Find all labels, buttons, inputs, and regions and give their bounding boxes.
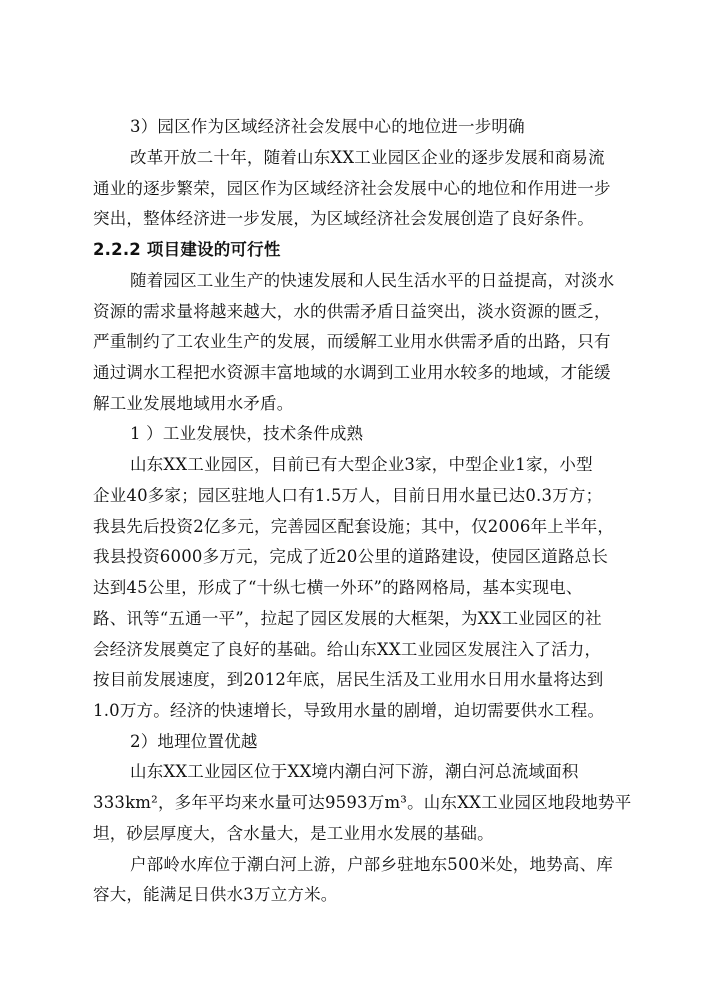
paragraph-line: 333km²，多年平均来水量可达9593万m³。山东XX工业园区地段地势平 bbox=[93, 793, 632, 812]
paragraph-line: 户部岭水库位于潮白河上游，户部乡驻地东500米处，地势高、库 bbox=[130, 855, 613, 874]
paragraph-line: 通业的逐步繁荣，园区作为区域经济社会发展中心的地位和作用进一步 bbox=[93, 179, 611, 198]
paragraph-line: 1.0万方。经济的快速增长，导致用水量的剧增，迫切需要供水工程。 bbox=[93, 701, 605, 720]
paragraph-line: 坦，砂层厚度大，含水量大，是工业用水发展的基础。 bbox=[93, 824, 494, 843]
paragraph-line: 路、讯等“五通一平”，拉起了园区发展的大框架，为XX工业园区的社 bbox=[93, 609, 602, 628]
paragraph-line: 山东XX工业园区位于XX境内潮白河下游，潮白河总流域面积 bbox=[130, 762, 579, 781]
list-item-heading-3: 3）园区作为区域经济社会发展中心的地位进一步明确 bbox=[130, 117, 525, 136]
paragraph-line: 会经济发展奠定了良好的基础。给山东XX工业园区发展注入了活力， bbox=[93, 640, 602, 659]
list-item-heading-2: 2）地理位置优越 bbox=[130, 732, 258, 751]
paragraph-line: 随着园区工业生产的快速发展和人民生活水平的日益提高，对淡水 bbox=[130, 271, 615, 290]
paragraph-line: 我县投资6000多万元，完成了近20公里的道路建设，使园区道路总长 bbox=[93, 547, 609, 566]
paragraph-line: 严重制约了工农业生产的发展，而缓解工业用水供需矛盾的出路，只有 bbox=[93, 332, 611, 351]
paragraph-line: 山东XX工业园区，目前已有大型企业3家，中型企业1家，小型 bbox=[130, 455, 593, 474]
section-heading: 2.2.2 项目建设的可行性 bbox=[93, 240, 281, 259]
list-item-heading-1: 1 ）工业发展快，技术条件成熟 bbox=[130, 424, 364, 443]
paragraph-line: 容大，能满足日供水3万立方米。 bbox=[93, 885, 338, 904]
paragraph-line: 达到45公里，形成了“十纵七横一外环”的路网格局，基本实现电、 bbox=[93, 578, 583, 597]
paragraph-line: 改革开放二十年，随着山东XX工业园区企业的逐步发展和商易流 bbox=[130, 148, 605, 167]
paragraph-line: 资源的需求量将越来越大，水的供需矛盾日益突出，淡水资源的匮乏， bbox=[93, 302, 611, 321]
paragraph-line: 我县先后投资2亿多元，完善园区配套设施；其中，仅2006年上半年， bbox=[93, 517, 615, 536]
paragraph-line: 企业40多家；园区驻地人口有1.5万人，目前日用水量已达0.3万方； bbox=[93, 486, 603, 505]
paragraph-line: 通过调水工程把水资源丰富地域的水调到工业用水较多的地域，才能缓 bbox=[93, 363, 611, 382]
paragraph-line: 按目前发展速度，到2012年底，居民生活及工业用水日用水量将达到 bbox=[93, 670, 604, 689]
paragraph-line: 突出，整体经济进一步发展，为区域经济社会发展创造了良好条件。 bbox=[93, 209, 594, 228]
paragraph-line: 解工业发展地域用水矛盾。 bbox=[93, 394, 294, 413]
